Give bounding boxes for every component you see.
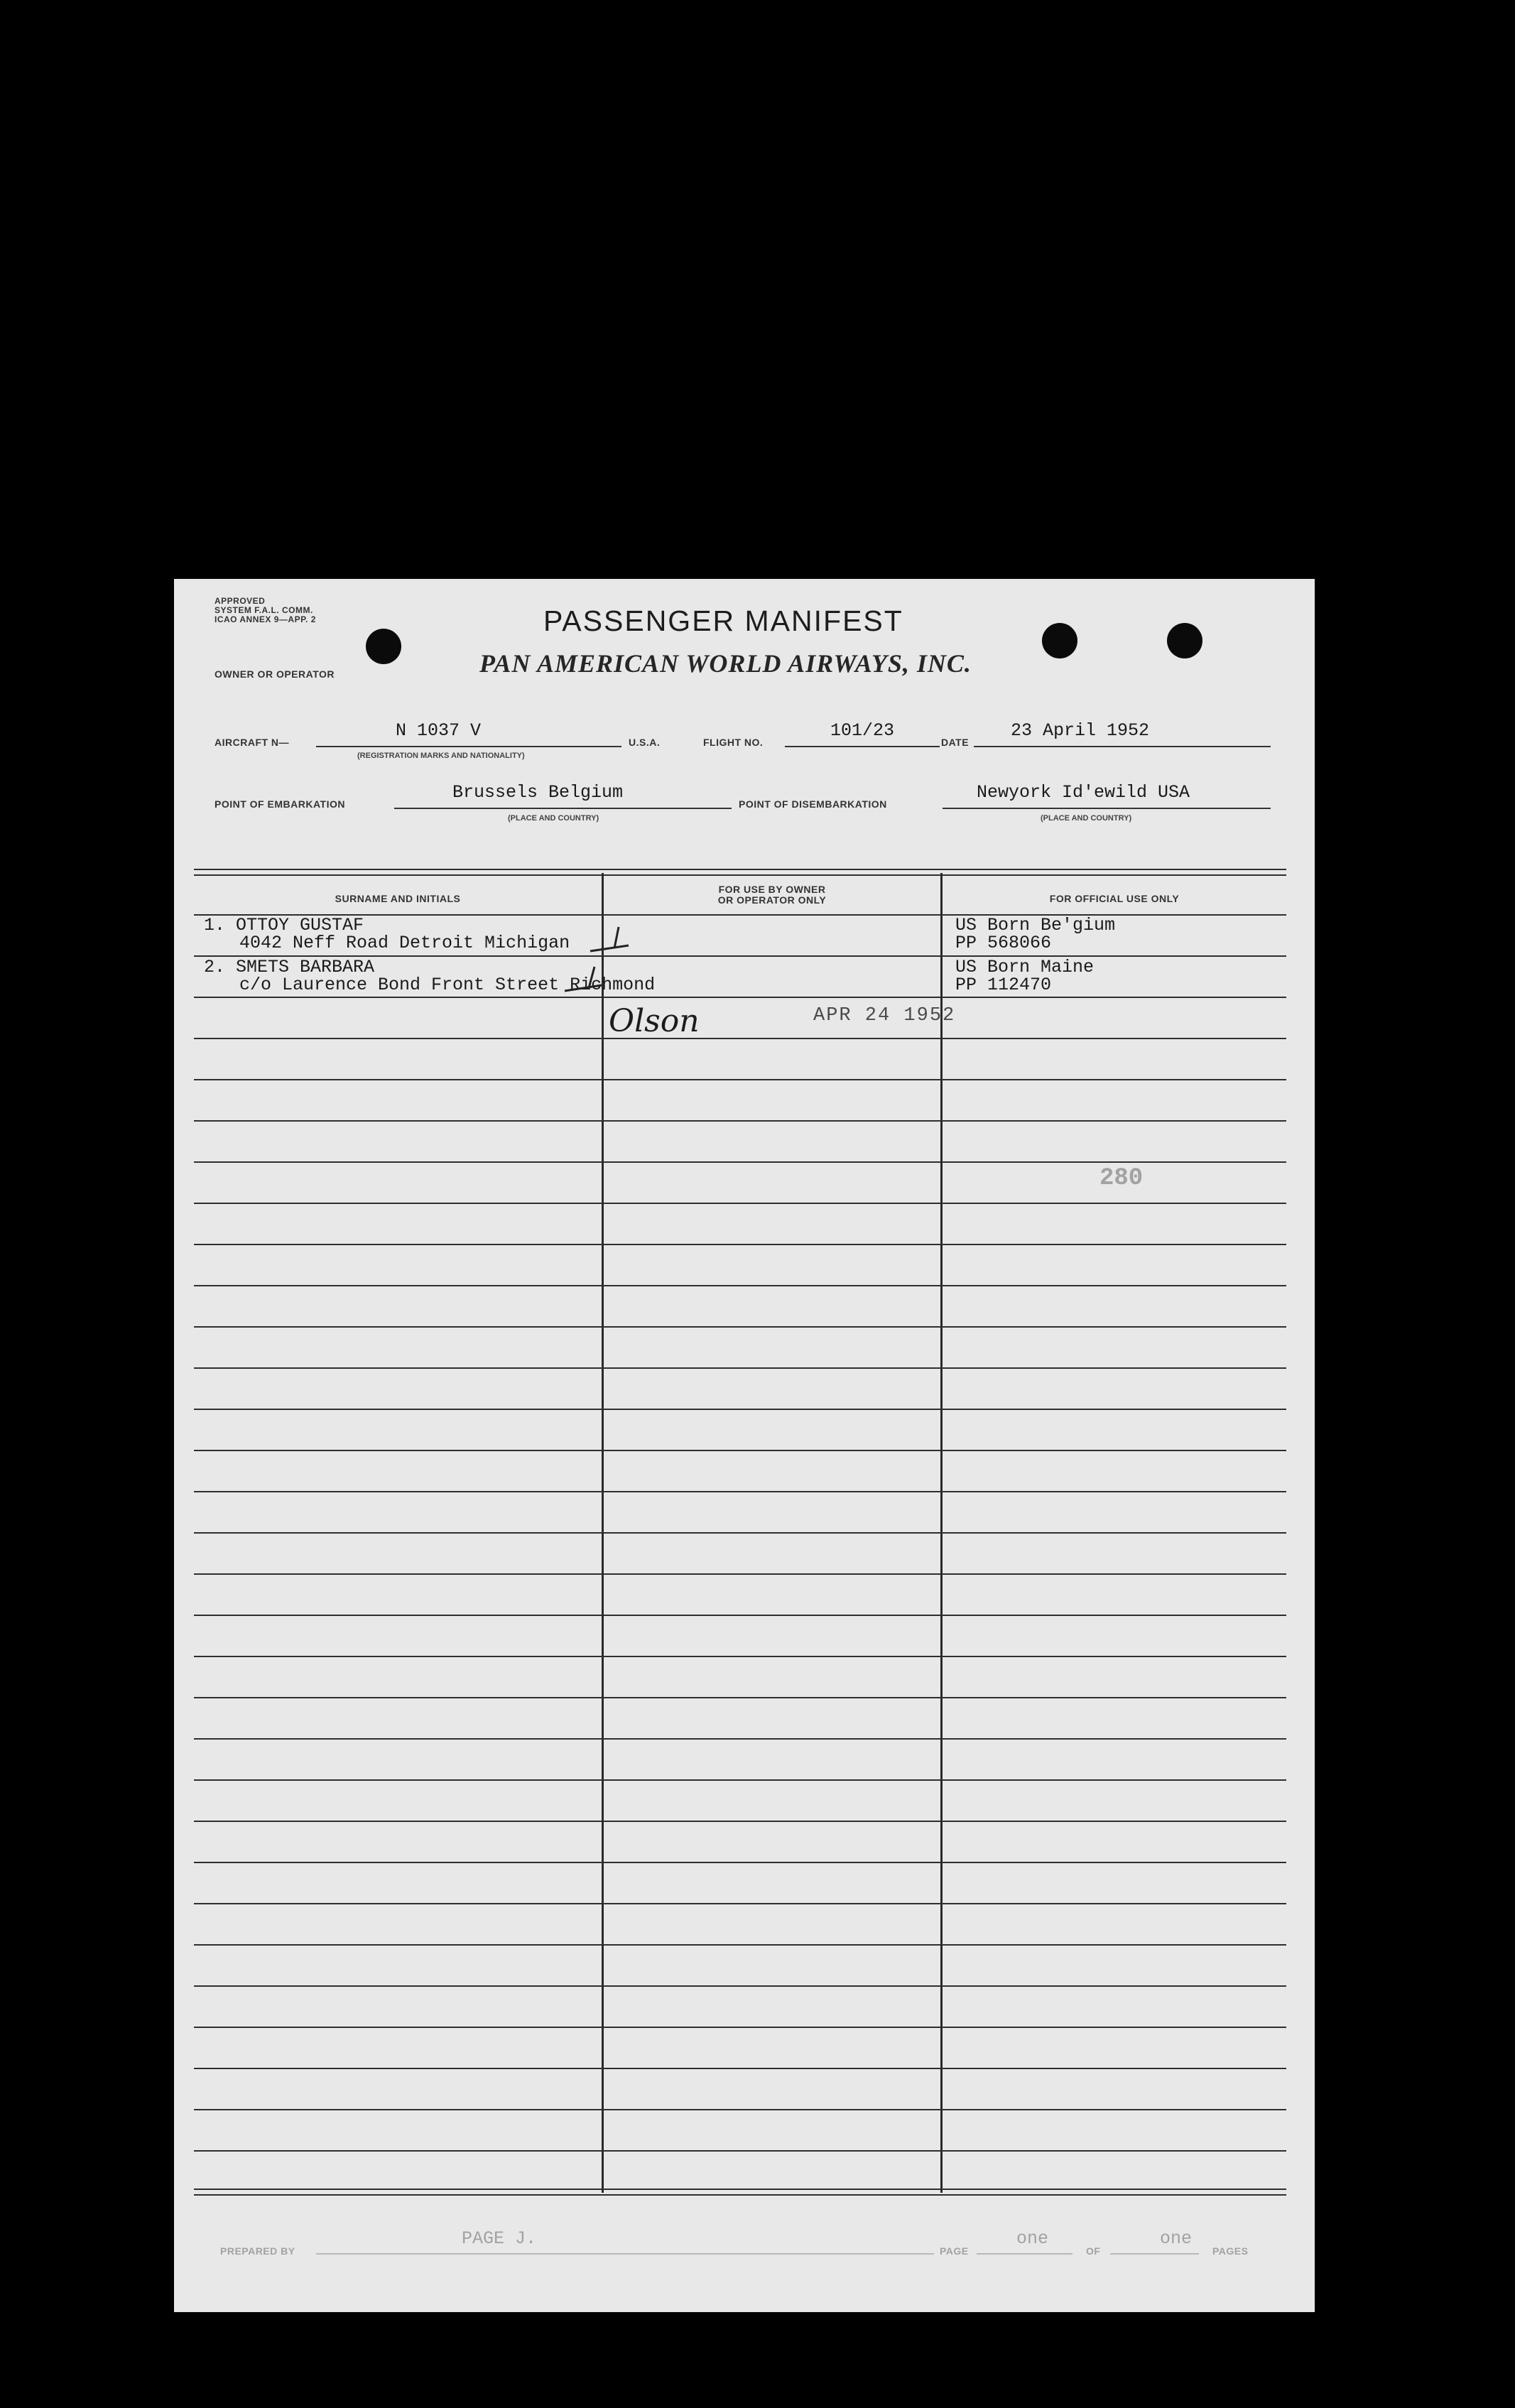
check-mark [558,962,607,998]
ruled-line [194,1615,1286,1616]
aircraft-underline [316,746,621,747]
flight-underline [785,746,940,747]
prepared-value: PAGE J. [462,2228,537,2249]
passenger-2-address: c/o Laurence Bond Front Street Richmond [239,975,656,995]
of-label: OF [1086,2245,1101,2257]
prepared-underline [316,2253,934,2255]
ruled-line [194,1944,1286,1946]
ruled-line [194,1656,1286,1657]
owner-value: PAN AMERICAN WORLD AIRWAYS, INC. [479,649,972,678]
passenger-1-address: 4042 Neff Road Detroit Michigan [239,933,570,953]
prepared-label: PREPARED BY [220,2245,295,2257]
manifest-title: PASSENGER MANIFEST [543,604,903,637]
table-bottom-rule [194,2189,1286,2196]
ruled-line [194,1573,1286,1575]
ruled-line [194,1903,1286,1904]
ruled-line [194,1161,1286,1163]
passenger-1-name: 1. OTTOY GUSTAF [204,915,364,935]
pages-label: PAGES [1212,2245,1249,2257]
disembarkation-underline [943,808,1271,809]
embarkation-label: POINT OF EMBARKATION [215,798,345,810]
ruled-line [194,1862,1286,1863]
ruled-line [194,1244,1286,1245]
ruled-line [194,1326,1286,1328]
approval-note [215,597,316,624]
col2-header [604,884,940,906]
flight-label: FLIGHT NO. [703,737,764,748]
disembarkation-label: POINT OF DISEMBARKATION [739,798,887,810]
col2-header-line: OR OPERATOR ONLY [717,894,827,906]
passenger-2-name: 2. SMETS BARBARA [204,957,375,977]
manifest-form [174,579,1315,2312]
date-underline [974,746,1271,747]
disembarkation-value: Newyork Id'ewild USA [977,782,1190,803]
date-value: 23 April 1952 [1011,720,1150,741]
ruled-line [194,1120,1286,1122]
punch-hole [366,629,401,664]
ruled-line [194,1079,1286,1080]
flight-value: 101/23 [830,720,895,741]
embarkation-value: Brussels Belgium [452,782,624,803]
registration-caption: (REGISTRATION MARKS AND NATIONALITY) [357,752,525,760]
ruled-line [194,2109,1286,2110]
ruled-line [194,1285,1286,1286]
ruled-line [194,2150,1286,2152]
page-label: PAGE [940,2245,969,2257]
ruled-line [194,1409,1286,1410]
ruled-line [194,1367,1286,1369]
punch-hole [1167,623,1202,658]
ruled-line [194,1985,1286,1987]
of-underline [1110,2253,1199,2255]
ruled-line [194,997,1286,998]
usa-label: U.S.A. [629,737,661,748]
passenger-1-official-2: PP 568066 [955,933,1052,953]
col2-header-line: FOR USE BY OWNER [718,884,826,895]
received-stamp: APR 24 1952 [813,1005,956,1026]
approval-line: APPROVED [215,596,266,606]
ruled-line [194,2027,1286,2028]
embarkation-caption: (PLACE AND COUNTRY) [508,814,599,823]
ruled-line [194,1697,1286,1698]
page-underline [977,2253,1073,2255]
approval-line: SYSTEM F.A.L. COMM. [215,605,313,615]
ruled-line [194,1532,1286,1534]
passenger-2-official-1: US Born Maine [955,957,1095,977]
owner-label: OWNER OR OPERATOR [215,668,335,680]
ruled-line [194,1203,1286,1204]
ruled-line [194,1821,1286,1822]
date-label: DATE [941,737,970,748]
ruled-line [194,2068,1286,2069]
signature: Olson [609,1003,700,1039]
table-top-rule [194,869,1286,876]
ruled-line [194,1450,1286,1451]
check-mark [586,921,636,957]
embarkation-underline [394,808,732,809]
aircraft-label: AIRCRAFT N— [215,737,290,748]
aircraft-value: N 1037 V [396,720,482,741]
ruled-line [194,1491,1286,1492]
ruled-line [194,1779,1286,1781]
faint-number: 280 [1099,1165,1144,1192]
approval-line: ICAO ANNEX 9—APP. 2 [215,614,316,624]
passenger-1-official-1: US Born Be'gium [955,915,1116,935]
ruled-line [194,1738,1286,1740]
disembarkation-caption: (PLACE AND COUNTRY) [1041,814,1132,823]
col1-header: SURNAME AND INITIALS [335,893,461,904]
of-value: one [1160,2228,1193,2249]
col3-header: FOR OFFICIAL USE ONLY [1049,893,1180,904]
ruled-line [194,1038,1286,1039]
passenger-2-official-2: PP 112470 [955,975,1052,995]
page-value: one [1016,2228,1049,2249]
punch-hole [1042,623,1077,658]
